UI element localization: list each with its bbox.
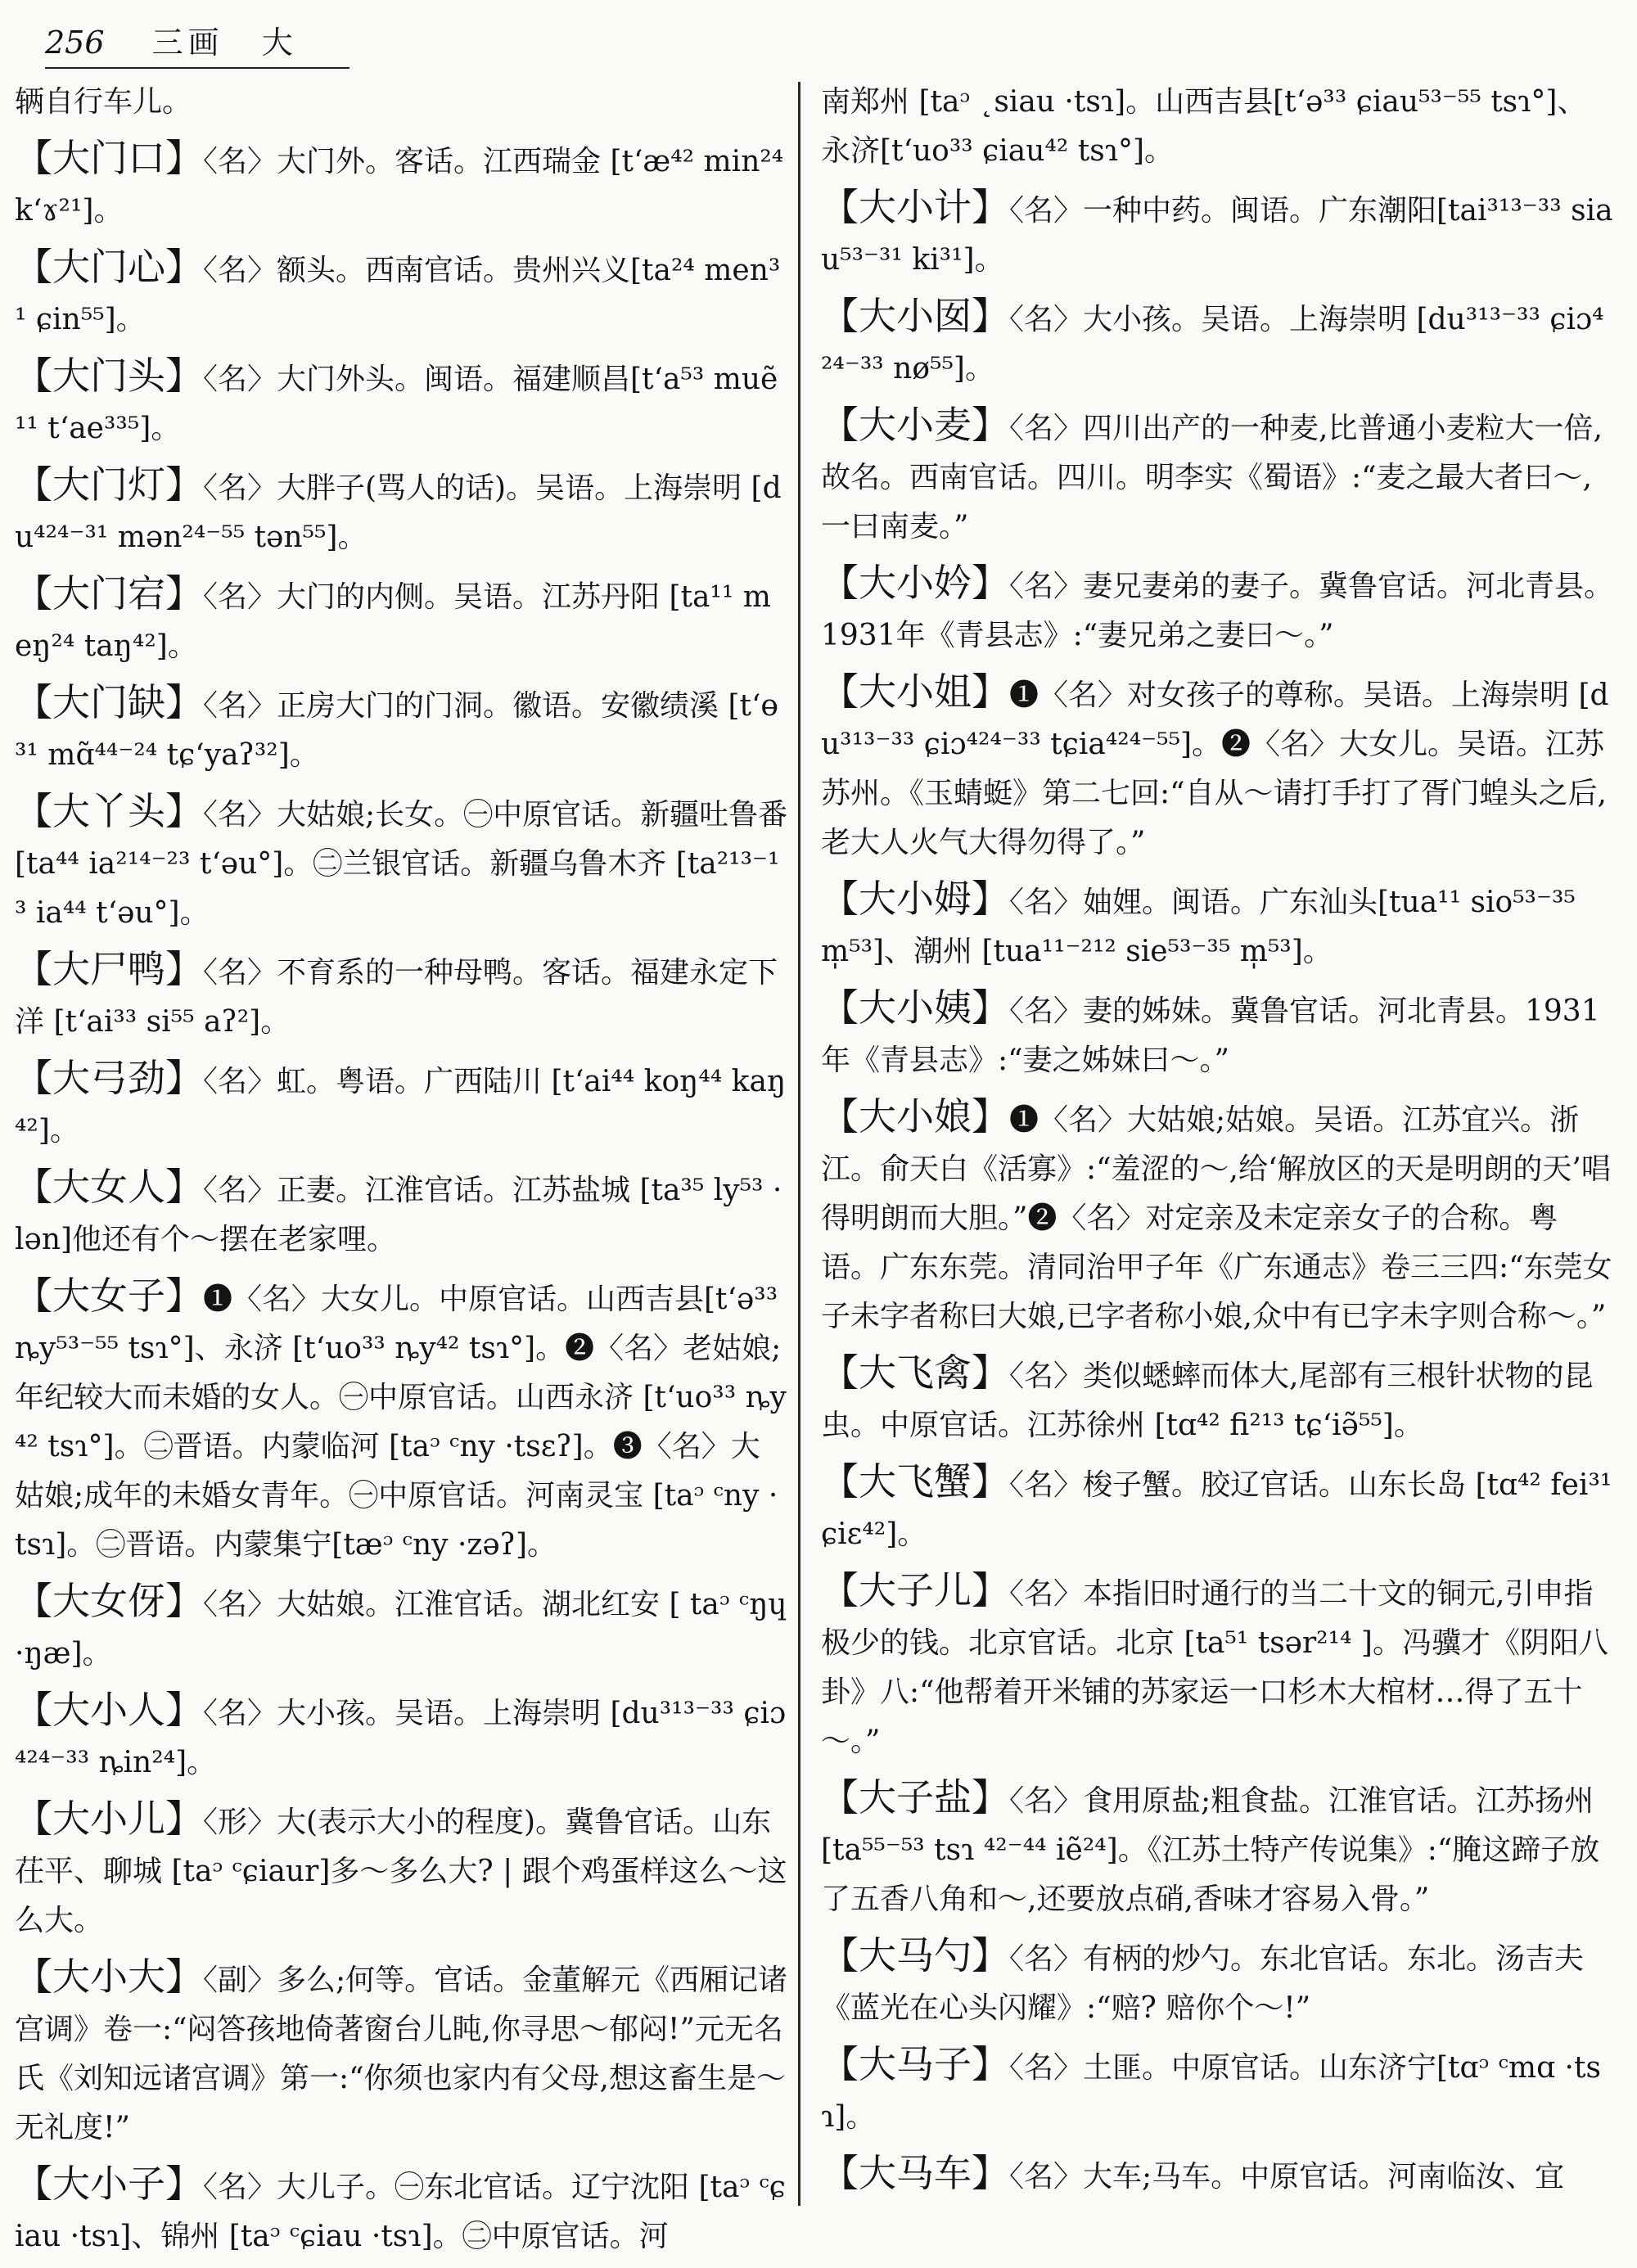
entry-definition: 〈副〉多么;何等。官话。金董解元《西厢记诸宫调》卷一:“闷答孩地倚著窗台儿盹,你寻思～郁闷!”元无名氏《刘知远诸宫调》第一:“你须也家内有父母,想这畜生是～无礼度!” bbox=[15, 1964, 788, 2144]
dictionary-entry bbox=[821, 291, 1615, 394]
entry-definition: 〈名〉大小孩。吴语。上海崇明 [du³¹³⁻³³ ɕiɔ⁴²⁴⁻³³ ȵin²⁴]。 bbox=[15, 1697, 787, 1779]
entry-definition: 〈名〉土匪。中原官话。山东济宁[tɑᵓ ᶜmɑ ·tsɿ]。 bbox=[821, 2051, 1601, 2134]
entry-definition: 〈名〉大门外头。闽语。福建顺昌[tʻa⁵³ muẽ¹¹ tʻae³³⁵]。 bbox=[15, 363, 778, 445]
dictionary-entry bbox=[821, 1092, 1615, 1341]
dictionary-entry bbox=[821, 1457, 1621, 1559]
header-rule bbox=[45, 67, 349, 69]
right-column bbox=[821, 78, 1621, 2208]
page-header bbox=[45, 18, 1191, 67]
entry-definition: 〈名〉大门的内侧。吴语。江苏丹阳 [ta¹¹ meŋ²⁴ taŋ⁴²]。 bbox=[15, 580, 771, 663]
entry-continuation bbox=[821, 78, 1615, 176]
entry-definition: 〈名〉妻兄妻弟的妻子。冀鲁官话。河北青县。1931年《青县志》:“妻兄弟之妻曰～。” bbox=[821, 570, 1614, 652]
entry-definition: 〈名〉梭子蟹。胶辽官话。山东长岛 [tɑ⁴² fei³¹ ɕiɛ⁴²]。 bbox=[821, 1468, 1621, 1551]
left-column bbox=[15, 78, 797, 2268]
dictionary-entry bbox=[15, 351, 788, 453]
dictionary-entry bbox=[15, 460, 788, 562]
entry-definition: 〈名〉妯娌。闽语。广东汕头[tua¹¹ sio⁵³⁻³⁵ m̩⁵³]、潮州 [tua¹¹⁻²¹² sie⁵³⁻³⁵ m̩⁵³]。 bbox=[821, 886, 1585, 968]
column-divider bbox=[798, 82, 800, 2206]
entry-headword: 【大小麦】 bbox=[821, 403, 1009, 447]
entry-headword: 【大飞蟹】 bbox=[821, 1459, 1009, 1504]
dictionary-entry bbox=[15, 1576, 797, 1679]
dictionary-entry bbox=[15, 569, 788, 671]
entry-definition: 〈形〉大(表示大小的程度)。冀鲁官话。山东茌平、聊城 [taᵓ ᶜɕiaur]多～多么大? | 跟个鸡蛋样这么～这么大。 bbox=[15, 1806, 787, 1937]
entry-definition: 〈名〉大姑娘。江淮官话。湖北红安 [ taᵓ ᶜŋɥ ·ŋæ]。 bbox=[15, 1588, 797, 1671]
dictionary-entry bbox=[821, 1566, 1615, 1766]
entry-headword: 【大女人】 bbox=[15, 1165, 203, 1209]
entry-headword: 【大门宕】 bbox=[15, 571, 203, 615]
entry-headword: 【大马车】 bbox=[821, 2151, 1009, 2195]
entry-headword: 【大小大】 bbox=[15, 1955, 203, 1999]
entry-definition: 〈名〉类似蟋蟀而体大,尾部有三根针状物的昆虫。中原官话。江苏徐州 [tɑ⁴² fi²¹³ tɕʻiə̃⁵⁵]。 bbox=[821, 1359, 1594, 1442]
entry-definition: 〈名〉妻的姊妹。冀鲁官话。河北青县。1931年《青县志》:“妻之姊妹曰～。” bbox=[821, 994, 1600, 1077]
entry-headword: 【大尸鸭】 bbox=[15, 947, 203, 991]
entry-definition: 〈名〉大儿子。㊀东北官话。辽宁沈阳 [taᵓ ᶜɕiau ·tsɿ]、锦州 [taᵓ ᶜɕiau ·tsɿ]。㊁中原官话。河 bbox=[15, 2171, 786, 2253]
dictionary-entry bbox=[15, 242, 788, 345]
entry-headword: 【大小姨】 bbox=[821, 985, 1009, 1030]
entry-headword: 【大子盐】 bbox=[821, 1775, 1009, 1819]
dictionary-entry bbox=[821, 400, 1615, 552]
dictionary-entry bbox=[15, 2159, 788, 2261]
dictionary-entry bbox=[15, 1952, 788, 2153]
dictionary-entry bbox=[15, 1685, 788, 1788]
entry-definition: 〈名〉虹。粤语。广西陆川 [tʻai⁴⁴ koŋ⁴⁴ kaŋ⁴²]。 bbox=[15, 1065, 787, 1148]
dictionary-entry bbox=[15, 678, 788, 780]
dictionary-entry bbox=[15, 1271, 788, 1570]
entry-headword: 【大小囡】 bbox=[821, 294, 1009, 338]
entry-definition: 南郑州 [taᵓ ˛siau ·tsɿ]。山西吉县[tʻə³³ ɕiau⁵³⁻⁵⁵ tsɿ°]、永济[tʻuo³³ ɕiau⁴² tsɿ°]。 bbox=[821, 85, 1587, 168]
dictionary-entry bbox=[15, 945, 788, 1047]
dictionary-entry bbox=[821, 983, 1615, 1085]
dictionary-entry bbox=[821, 558, 1615, 661]
dictionary-entry bbox=[15, 133, 793, 236]
entry-definition: ❶〈名〉大女儿。中原官话。山西吉县[tʻə³³ ȵy⁵³⁻⁵⁵ tsɿ°]、永济 [tʻuo³³ ȵy⁴² tsɿ°]。❷〈名〉老姑娘;年纪较大而未婚的女人。㊀中原官话。山西永济 [tʻuo³³ ȵy⁴² tsɿ°]。㊁晋语。内蒙临河 [taᵓ ᶜny ·tsɛʔ]。❸〈名〉大姑娘;成年的未婚女青年。㊀中原官话。河南灵宝 [taᵓ ᶜny ·tsɿ]。㊁晋语。内蒙集宁[tæᵓ ᶜny ·zəʔ]。 bbox=[15, 1283, 787, 1562]
entry-headword: 【大小娘】 bbox=[821, 1094, 1009, 1139]
entry-headword: 【大小姐】 bbox=[821, 670, 1009, 714]
dictionary-entry bbox=[821, 1931, 1615, 2033]
entry-headword: 【大小妗】 bbox=[821, 561, 1009, 605]
entry-definition: 〈名〉正妻。江淮官话。江苏盐城 [ta³⁵ ly⁵³ ·lən]他还有个～摆在老家哩。 bbox=[15, 1174, 782, 1256]
entry-headword: 【大门缺】 bbox=[15, 680, 203, 724]
entry-continuation bbox=[15, 78, 788, 127]
entry-definition: 〈名〉一种中药。闽语。广东潮阳[tai³¹³⁻³³ siau⁵³⁻³¹ ki³¹]。 bbox=[821, 194, 1613, 277]
entry-headword: 【大丫头】 bbox=[15, 789, 203, 833]
entry-definition: 〈名〉不育系的一种母鸭。客话。福建永定下洋 [tʻai³³ si⁵⁵ aʔ²]。 bbox=[15, 956, 778, 1039]
entry-headword: 【大女伢】 bbox=[15, 1579, 203, 1623]
dictionary-entry bbox=[15, 1053, 788, 1156]
entry-headword: 【大小人】 bbox=[15, 1688, 203, 1732]
page-number: 256 bbox=[45, 25, 105, 61]
entry-headword: 【大飞禽】 bbox=[821, 1350, 1009, 1395]
entry-definition: 〈名〉四川出产的一种麦,比普通小麦粒大一倍,故名。西南官话。四川。明李实《蜀语》:“麦之最大者曰～,一曰南麦。” bbox=[821, 412, 1603, 543]
entry-headword: 【大门头】 bbox=[15, 354, 203, 398]
entry-headword: 【大弓劲】 bbox=[15, 1056, 203, 1100]
dictionary-entry bbox=[821, 874, 1615, 976]
dictionary-entry bbox=[821, 1348, 1615, 1450]
entry-headword: 【大子儿】 bbox=[821, 1568, 1009, 1612]
entry-definition: 〈名〉食用原盐;粗食盐。江淮官话。江苏扬州 [ta⁵⁵⁻⁵³ tsɿ ⁴²⁻⁴⁴ iẽ²⁴]。《江苏土特产传说集》:“腌这蹄子放了五香八角和～,还要放点硝,香味才容易入骨。” bbox=[821, 1784, 1603, 1916]
entry-headword: 【大门心】 bbox=[15, 245, 203, 289]
dictionary-entry bbox=[821, 2040, 1615, 2142]
entry-headword: 【大小儿】 bbox=[15, 1797, 203, 1841]
entry-headword: 【大门口】 bbox=[15, 136, 203, 180]
entry-headword: 【大小姆】 bbox=[821, 877, 1009, 921]
dictionary-entry bbox=[821, 2149, 1615, 2202]
entry-definition: 〈名〉大车;马车。中原官话。河南临汝、宜 bbox=[1009, 2160, 1565, 2194]
entry-headword: 【大马勺】 bbox=[821, 1933, 1009, 1977]
entry-definition: 辆自行车儿。 bbox=[15, 85, 192, 119]
entry-headword: 【大小子】 bbox=[15, 2162, 203, 2206]
entry-definition: 〈名〉正房大门的门洞。徽语。安徽绩溪 [tʻɵ³¹ mɑ̃⁴⁴⁻²⁴ tɕʻyaʔ³²]。 bbox=[15, 689, 779, 772]
dictionary-entry bbox=[821, 667, 1615, 868]
dictionary-entry bbox=[821, 183, 1615, 285]
entry-definition: 〈名〉额头。西南官话。贵州兴义[ta²⁴ men³¹ ɕin⁵⁵]。 bbox=[15, 254, 781, 336]
entry-headword: 【大女子】 bbox=[15, 1274, 203, 1318]
entry-headword: 【大门灯】 bbox=[15, 462, 203, 507]
entry-definition: 〈名〉大门外。客话。江西瑞金 [tʻæ⁴² min²⁴ kʻɤ²¹]。 bbox=[15, 145, 793, 228]
entry-definition: ❶〈名〉对女孩子的尊称。吴语。上海崇明 [du³¹³⁻³³ ɕiɔ⁴²⁴⁻³³ tɕia⁴²⁴⁻⁵⁵]。❷〈名〉大女儿。吴语。江苏苏州。《玉蜻蜓》第二七回:“自从～请打手打了胥门蝗头之后,老大人火气大得勿得了。” bbox=[821, 679, 1609, 859]
entry-definition: 〈名〉有柄的炒勺。东北官话。东北。汤吉夫《蓝光在心头闪耀》:“赔? 赔你个～!” bbox=[821, 1942, 1585, 2025]
entry-definition: 〈名〉大胖子(骂人的话)。吴语。上海崇明 [du⁴²⁴⁻³¹ mən²⁴⁻⁵⁵ tən⁵⁵]。 bbox=[15, 471, 782, 554]
section-label: 三画 bbox=[151, 25, 224, 61]
entry-definition: ❶〈名〉大姑娘;姑娘。吴语。江苏宜兴。浙江。俞天白《活寡》:“羞涩的～,给‘解放区的天是明朗的天’唱得明朗而大胆。”❷〈名〉对定亲及未定亲女子的合称。粤语。广东东莞。清同治甲子年《广东通志》卷三三四:“东莞女子未字者称曰大娘,已字者称小娘,众中有已字未字则合称～。” bbox=[821, 1103, 1612, 1333]
entry-definition: 〈名〉本指旧时通行的当二十文的铜元,引申指极少的钱。北京官话。北京 [ta⁵¹ tsər²¹⁴ ]。冯骥才《阴阳八卦》八:“他帮着开米铺的苏家运一口杉木大棺材…得了五十～。” bbox=[821, 1577, 1608, 1758]
header-character: 大 bbox=[261, 25, 293, 61]
entry-definition: 〈名〉大姑娘;长女。㊀中原官话。新疆吐鲁番 [ta⁴⁴ ia²¹⁴⁻²³ tʻəu°]。㊁兰银官话。新疆乌鲁木齐 [ta²¹³⁻¹³ ia⁴⁴ tʻəu°]。 bbox=[15, 798, 797, 930]
dictionary-entry bbox=[15, 1162, 788, 1265]
entry-headword: 【大小计】 bbox=[821, 185, 1009, 229]
dictionary-entry bbox=[821, 1773, 1615, 1924]
dictionary-entry bbox=[15, 787, 797, 938]
entry-headword: 【大马子】 bbox=[821, 2042, 1009, 2086]
dictionary-entry bbox=[15, 1794, 788, 1946]
entry-definition: 〈名〉大小孩。吴语。上海崇明 [du³¹³⁻³³ ɕiɔ⁴²⁴⁻³³ nø⁵⁵]。 bbox=[821, 303, 1604, 386]
